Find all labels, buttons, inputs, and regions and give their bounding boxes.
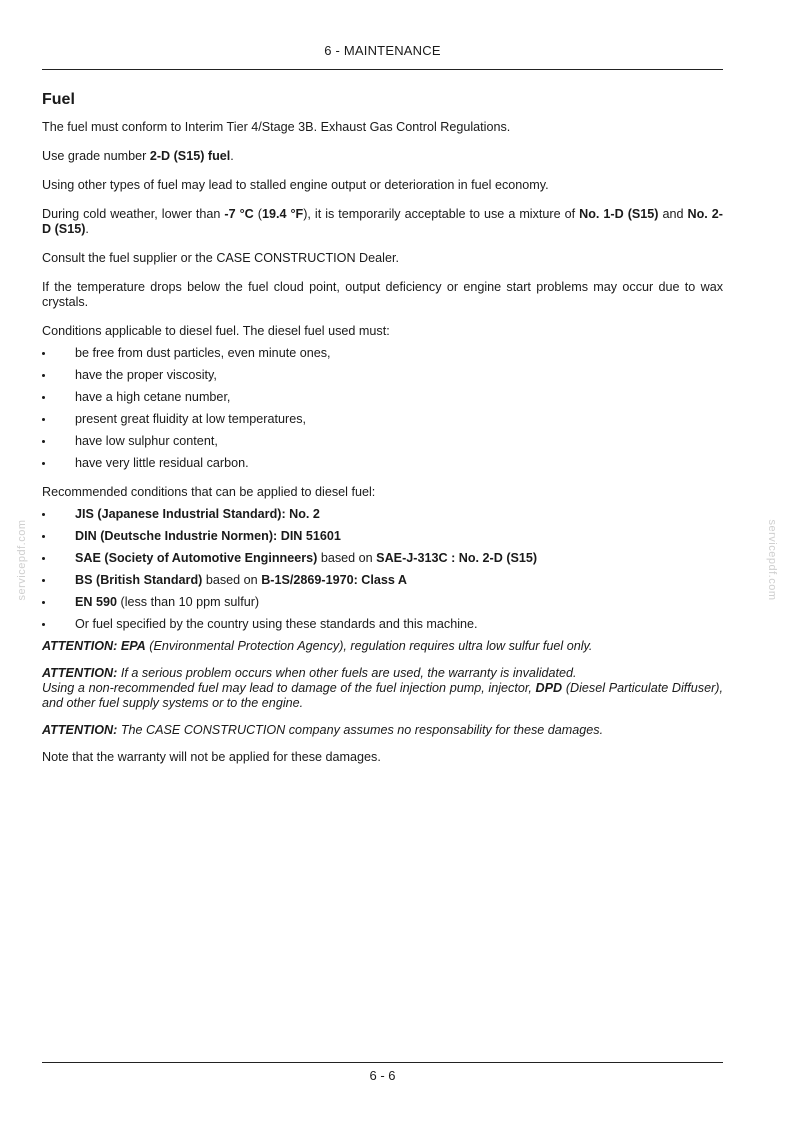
watermark-right: servicepdf.com <box>766 519 778 601</box>
paragraph-warranty-note: Note that the warranty will not be applied for these damages. <box>42 750 381 764</box>
list-item: have very little residual carbon. <box>42 456 723 471</box>
page-number: 6 - 6 <box>369 1068 396 1083</box>
list-item: Or fuel specified by the country using these standards and this machine. <box>42 617 723 632</box>
bullet-icon <box>42 462 45 465</box>
page-content <box>42 90 723 779</box>
bullet-icon <box>42 374 45 377</box>
bullet-icon <box>42 579 45 582</box>
bullet-icon <box>42 623 45 626</box>
bullet-icon <box>42 440 45 443</box>
header-section-title: 6 - MAINTENANCE <box>324 43 441 58</box>
paragraph-cold-weather: During cold weather, lower than -7 °C (19.4 °F), it is temporarily acceptable to use a mixture of No. 1-D (S15) and No. 2- D (S15). <box>42 207 724 236</box>
list-item: be free from dust particles, even minute ones, <box>42 346 723 361</box>
list-item: BS (British Standard) based on B-1S/2869-1970: Class A <box>42 573 723 588</box>
list-item: SAE (Society of Automotive Enginneers) based on SAE-J-313C : No. 2-D (S15) <box>42 551 723 566</box>
list-item: have the proper viscosity, <box>42 368 723 383</box>
bullet-icon <box>42 396 45 399</box>
paragraph-consult-dealer: Consult the fuel supplier or the CASE CONSTRUCTION Dealer. <box>42 251 399 265</box>
list-item: have low sulphur content, <box>42 434 723 449</box>
list-item: JIS (Japanese Industrial Standard): No. 2 <box>42 507 723 522</box>
attention-responsibility: ATTENTION: The CASE CONSTRUCTION company assumes no responsability for these damages. <box>42 723 604 737</box>
paragraph-conditions-intro: Conditions applicable to diesel fuel. The diesel fuel used must: <box>42 324 390 338</box>
list-item: DIN (Deutsche Industrie Normen): DIN 51601 <box>42 529 723 544</box>
watermark-left: servicepdf.com <box>16 519 28 601</box>
paragraph-recommended-intro: Recommended conditions that can be applied to diesel fuel: <box>42 485 376 499</box>
paragraph-fuel-grade: Use grade number 2-D (S15) fuel. <box>42 149 234 163</box>
bullet-icon <box>42 601 45 604</box>
conditions-list <box>42 346 723 471</box>
list-item: have a high cetane number, <box>42 390 723 405</box>
attention-warranty: ATTENTION: If a serious problem occurs when other fuels are used, the warranty is invalidated. Using a non-recommended fuel may lead to damage of the fuel injection pump, injector, DPD (Diesel Particulate Diffuser), and other fuel supply systems or to the engine. <box>42 666 723 710</box>
section-title: Fuel <box>42 91 75 108</box>
footer-rule <box>42 1062 723 1063</box>
bullet-icon <box>42 513 45 516</box>
bullet-icon <box>42 418 45 421</box>
recommended-list <box>42 507 723 632</box>
bullet-icon <box>42 557 45 560</box>
bullet-icon <box>42 352 45 355</box>
list-item: EN 590 (less than 10 ppm sulfur) <box>42 595 723 610</box>
paragraph-cloud-point: If the temperature drops below the fuel cloud point, output deficiency or engine start problems may occur due to wax crystals. <box>42 280 723 309</box>
paragraph-fuel-conformity: The fuel must conform to Interim Tier 4/Stage 3B. Exhaust Gas Control Regulations. <box>42 120 511 134</box>
paragraph-other-fuels: Using other types of fuel may lead to stalled engine output or deterioration in fuel economy. <box>42 178 549 192</box>
list-item: present great fluidity at low temperatures, <box>42 412 723 427</box>
header-rule <box>42 69 723 70</box>
bullet-icon <box>42 535 45 538</box>
attention-epa: ATTENTION: EPA (Environmental Protection Agency), regulation requires ultra low sulfur fuel only. <box>42 639 593 653</box>
